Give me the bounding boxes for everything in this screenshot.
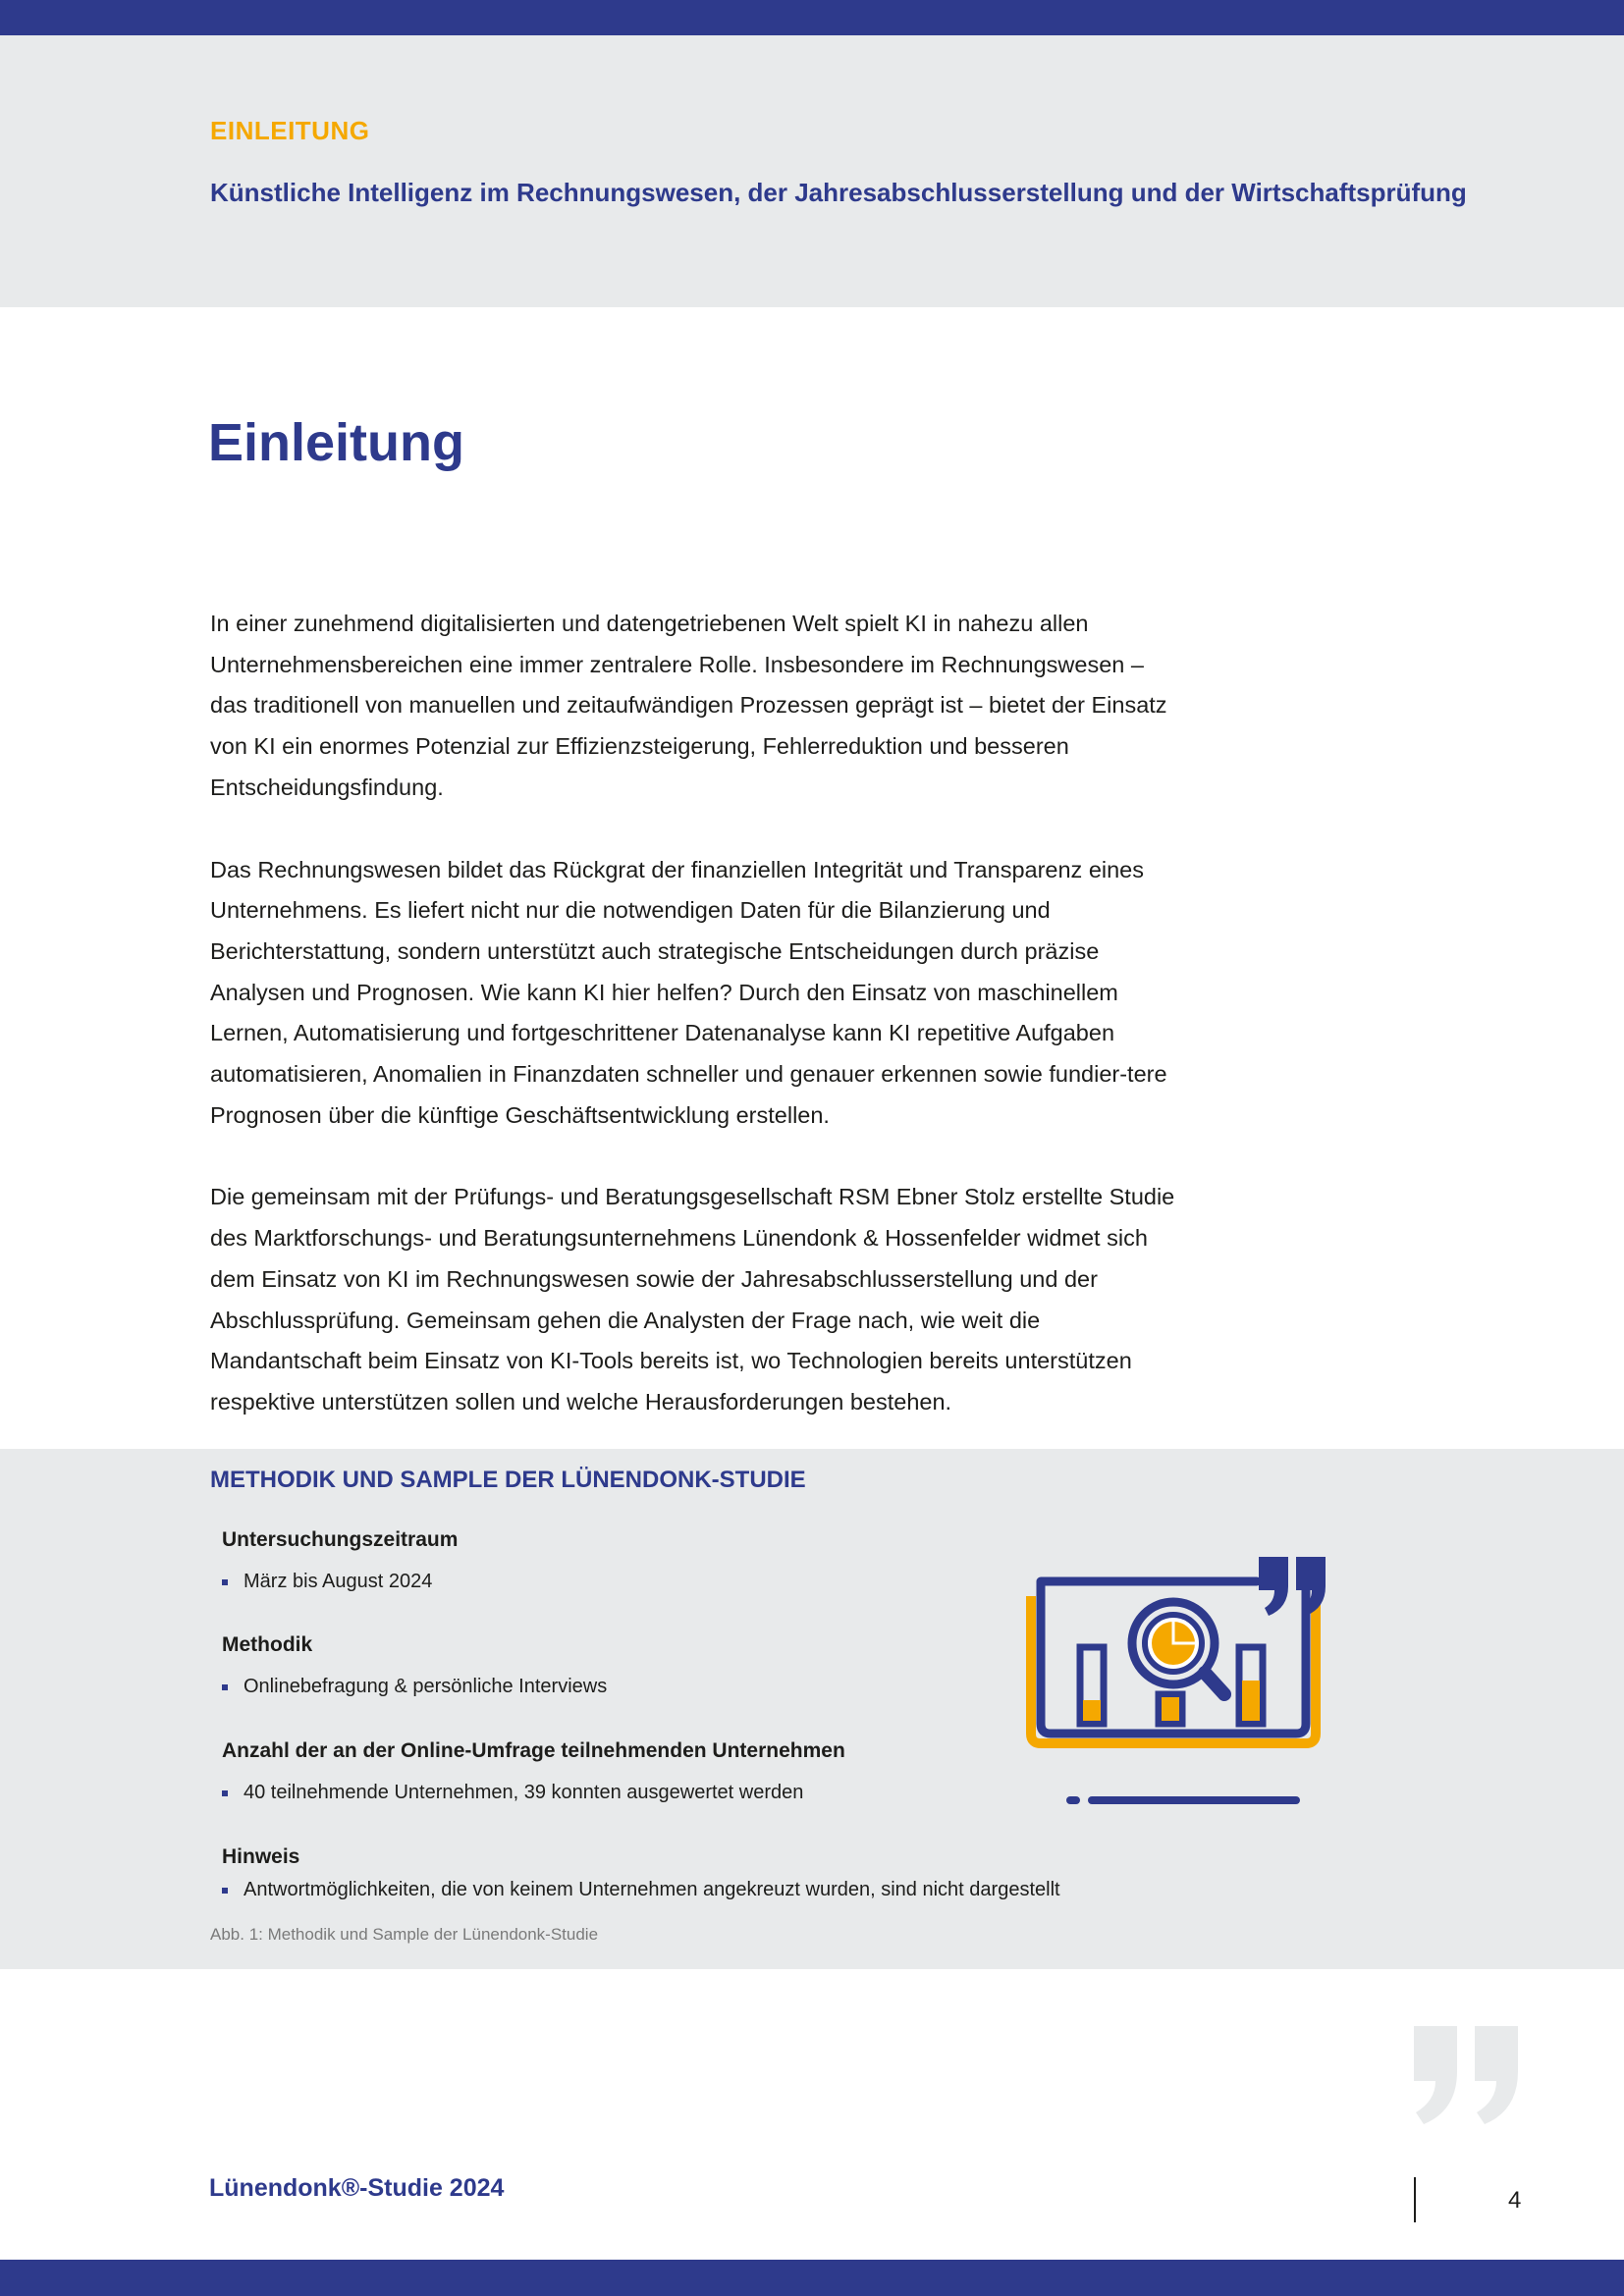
page-number: 4 <box>1508 2187 1522 2214</box>
header-subtitle: Künstliche Intelligenz im Rechnungswesen, der Jahresabschlusserstellung und der Wirtschaftsprüfung <box>210 178 1467 207</box>
method-value: Antwortmöglichkeiten, die von keinem Unternehmen angekreuzt wurden, sind nicht dargestellt <box>222 1879 1060 1901</box>
method-label: Anzahl der an der Online-Umfrage teilnehmenden Unternehmen <box>222 1739 845 1762</box>
top-bar <box>0 0 1624 35</box>
method-label: Methodik <box>222 1633 313 1656</box>
bottom-bar <box>0 2260 1624 2296</box>
method-label: Untersuchungszeitraum <box>222 1528 459 1551</box>
page-title: Einleitung <box>208 413 464 472</box>
header-band <box>0 35 1624 307</box>
analytics-magnifier-icon <box>1021 1547 1335 1812</box>
method-value: März bis August 2024 <box>222 1571 432 1593</box>
method-value: 40 teilnehmende Unternehmen, 39 konnten ausgewertet werden <box>222 1782 803 1804</box>
footer-divider <box>1414 2177 1416 2222</box>
body-text <box>210 604 1182 1465</box>
figure-caption: Abb. 1: Methodik und Sample der Lünendonk-Studie <box>210 1925 599 1944</box>
footer-label: Lünendonk®-Studie 2024 <box>209 2174 505 2202</box>
paragraph: Das Rechnungswesen bildet das Rückgrat der finanziellen Integrität und Transparenz eines Unternehmens. Es liefert nicht nur die notwendigen Daten für die Bilanzierung und Berichterstattung, sondern unterstützt auch strategische Entscheidungen durch präzise Analysen und Prognosen. Wie kann KI hier helfen? Durch den Einsatz von maschinellem Lernen, Automatisierung und fortgeschrittener Datenanalyse kann KI repetitive Aufgaben automatisieren, Anomalien in Finanzdaten schneller und genauer erkennen sowie fundier-tere Prognosen über die künftige Geschäftsentwicklung erstellen. <box>210 856 1167 1128</box>
section-label: EINLEITUNG <box>210 116 370 145</box>
method-label: Hinweis <box>222 1845 300 1868</box>
method-title: METHODIK UND SAMPLE DER LÜNENDONK-STUDIE <box>210 1467 806 1493</box>
paragraph: Die gemeinsam mit der Prüfungs- und Beratungsgesellschaft RSM Ebner Stolz erstellte Studie des Marktforschungs- und Beratungsunternehmens Lünendonk & Hossenfelder widmet sich dem Einsatz von KI im Rechnungswesen sowie der Jahresabschlusserstellung und der Abschlussprüfung. Gemeinsam gehen die Analysten der Frage nach, wie weit die Mandantschaft beim Einsatz von KI-Tools bereits ist, wo Technologien bereits unterstützen respektive unterstützen sollen und welche Herausforderungen bestehen. <box>210 1184 1175 1415</box>
quote-marks-icon <box>1410 2022 1528 2130</box>
method-value: Onlinebefragung & persönliche Interviews <box>222 1676 607 1698</box>
paragraph: In einer zunehmend digitalisierten und datengetriebenen Welt spielt KI in nahezu allen Unternehmensbereichen eine immer zentralere Rolle. Insbesondere im Rechnungswesen – das traditionell von manuellen und zeitaufwändigen Prozessen geprägt ist – bietet der Einsatz von KI ein enormes Potenzial zur Effizienzsteigerung, Fehlerreduktion und besseren Entscheidungsfindung. <box>210 611 1167 800</box>
